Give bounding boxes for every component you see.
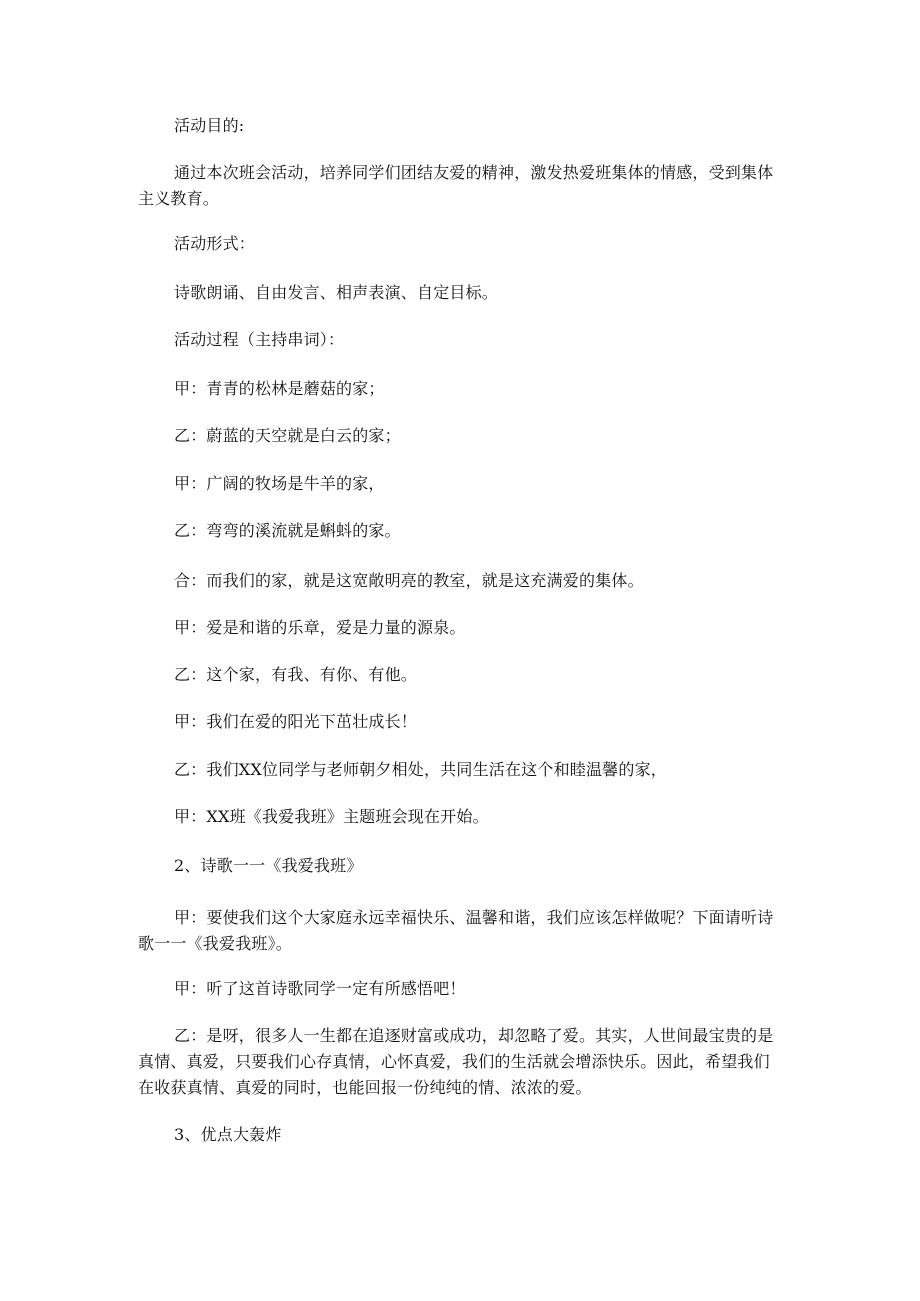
dialogue-line: 乙：是呀，很多人一生都在追逐财富或成功，却忽略了爱。其实，人世间最宝贵的是真情、真爱，只要我们心存真情，心怀真爱，我们的生活就会增添快乐。因此，希望我们在收获真情、真爱的同时，也能回报一份纯纯的情、浓浓的爱。 xyxy=(138,1026,774,1097)
dialogue-line: 甲：我们在爱的阳光下茁壮成长！ xyxy=(174,712,418,731)
section-heading-process: 活动过程（主持串词）： xyxy=(174,330,345,349)
dialogue-line: 甲：爱是和谐的乐章，爱是力量的源泉。 xyxy=(174,618,466,637)
paragraph-format: 诗歌朗诵、自由发言、相声表演、自定目标。 xyxy=(174,283,499,302)
dialogue-line: 甲：广阔的牧场是牛羊的家， xyxy=(174,474,385,493)
section-heading-purpose: 活动目的: xyxy=(174,116,245,135)
dialogue-line: 甲：要使我们这个大家庭永远幸福快乐、温馨和谐，我们应该怎样做呢？下面请听诗歌一一《我爱我班》。 xyxy=(138,908,774,953)
dialogue-line: 合：而我们的家，就是这宽敞明亮的教室，就是这充满爱的集体。 xyxy=(174,571,644,590)
dialogue-line: 甲：听了这首诗歌同学一定有所感悟吧！ xyxy=(174,979,466,998)
dialogue-line: 甲：XX班《我爱我班》主题班会现在开始。 xyxy=(174,807,489,826)
dialogue-line: 乙：弯弯的溪流就是蝌蚪的家。 xyxy=(174,521,401,540)
section-heading-format: 活动形式： xyxy=(174,234,256,253)
paragraph-purpose: 通过本次班会活动，培养同学们团结友爱的精神，激发热爱班集体的情感，受到集体主义教育。 xyxy=(138,163,774,208)
dialogue-line: 乙：我们XX位同学与老师朝夕相处，共同生活在这个和睦温馨的家， xyxy=(174,760,667,779)
dialogue-line: 甲：青青的松林是蘑菇的家； xyxy=(174,379,385,398)
section-heading-strengths: 3、优点大轰炸 xyxy=(174,1125,282,1144)
dialogue-line: 乙：蔚蓝的天空就是白云的家； xyxy=(174,426,401,445)
dialogue-line: 乙：这个家，有我、有你、有他。 xyxy=(174,665,418,684)
section-heading-poem: 2、诗歌一一《我爱我班》 xyxy=(174,856,363,875)
